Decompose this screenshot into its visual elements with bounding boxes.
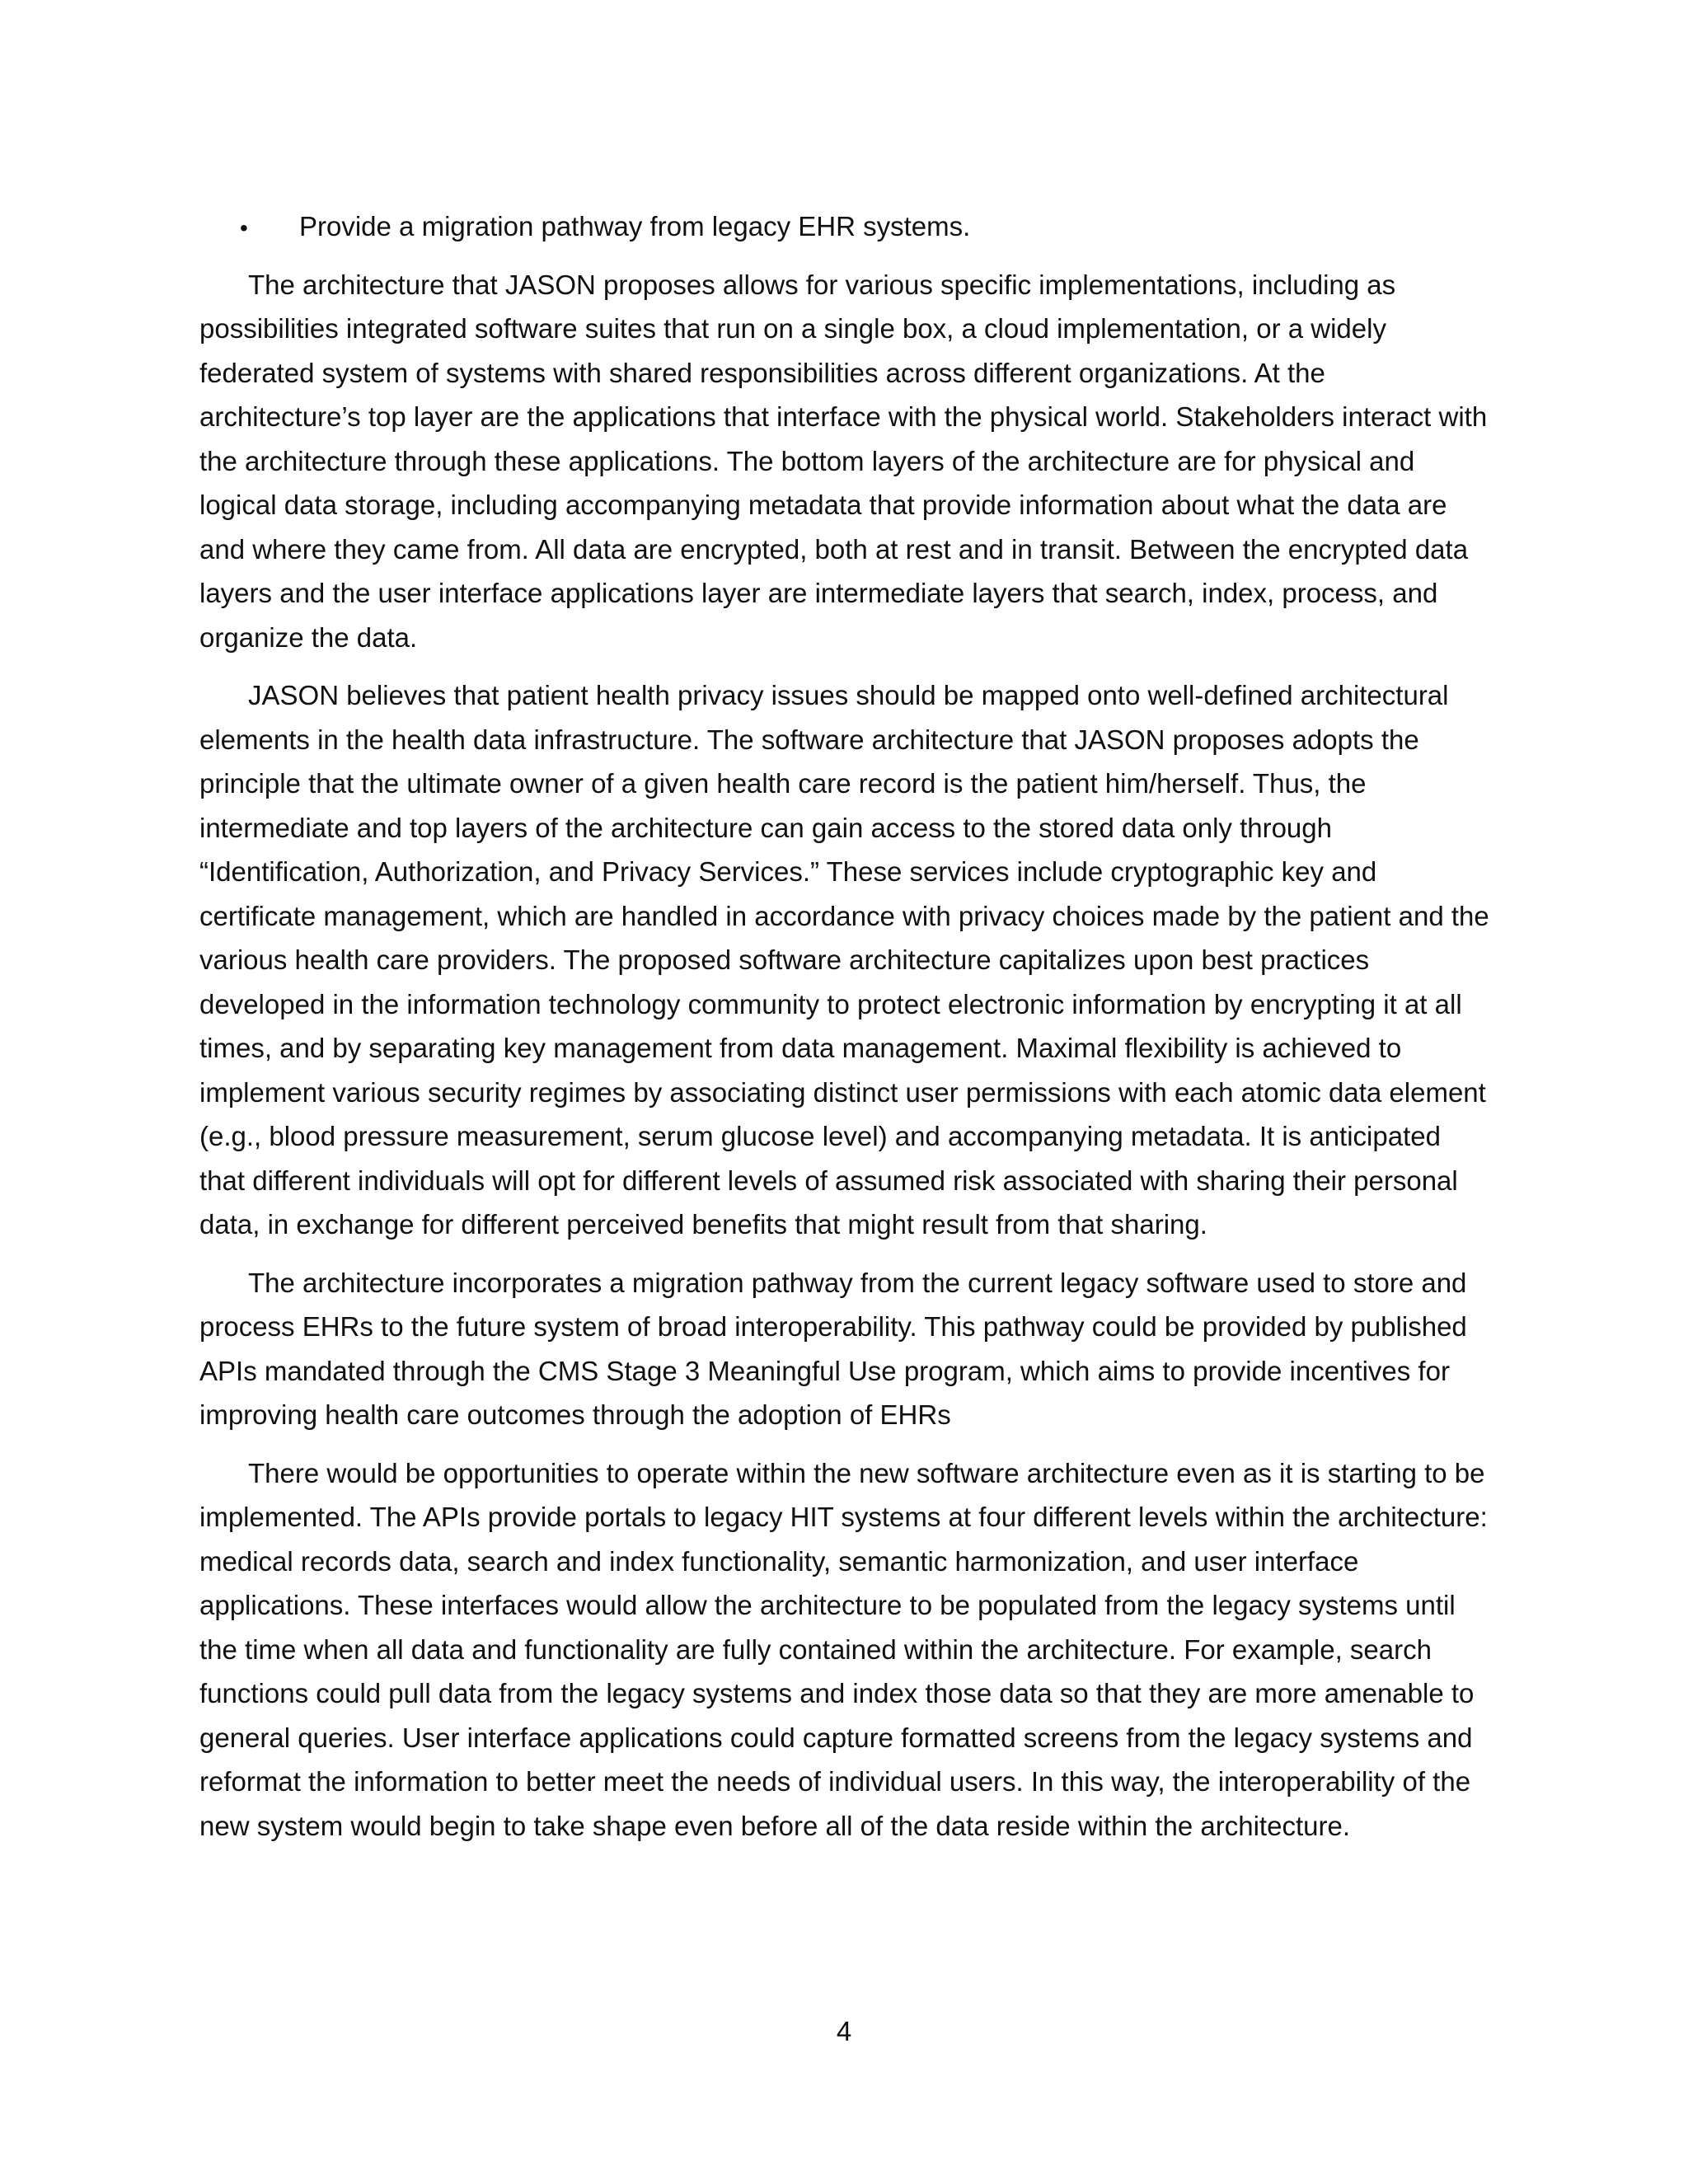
- page-number: 4: [836, 2016, 852, 2046]
- bullet-item: [199, 204, 1490, 251]
- paragraph-legacy-portals: There would be opportunities to operate within the new software architecture even as it is starting to be implemented. The APIs provide portals to legacy HIT systems at four different levels within the architecture: medical records data, search and index functionality, semantic harmonization, and user interface applications. These interfaces would allow the architecture to be populated from the legacy systems until the time when all data and functionality are fully contained within the architecture. For example, search functions could pull data from the legacy systems and index those data so that they are more amenable to general queries. User interface applications could capture formatted screens from the legacy systems and reformat the information to better meet the needs of individual users. In this way, the interoperability of the new system would begin to take shape even before all of the data reside within the architecture.: [199, 1457, 1488, 1841]
- paragraph-migration-pathway: The architecture incorporates a migration pathway from the current legacy software used to store and process EHRs to the future system of broad interoperability. This pathway could be provided by published APIs mandated through the CMS Stage 3 Meaningful Use program, which aims to provide incentives for improving health care outcomes through the adoption of EHRs: [199, 1267, 1467, 1430]
- paragraph-privacy: JASON believes that patient health privacy issues should be mapped onto well-defined architectural elements in the health data infrastructure. The software architecture that JASON proposes adopts the principle that the ultimate owner of a given health care record is the patient him/herself. Thus, the intermediate and top layers of the architecture can gain access to the stored data only through “Identification, Authorization, and Privacy Services.” These services include cryptographic key and certificate management, which are handled in accordance with privacy choices made by the patient and the various health care providers. The proposed software architecture capitalizes upon best practices developed in the information technology community to protect electronic information by encrypting it at all times, and by separating key management from data management. Maximal flexibility is achieved to implement various security regimes by associating distinct user permissions with each atomic data element (e.g., blood pressure measurement, serum glucose level) and accompanying metadata. It is anticipated that different individuals will opt for different levels of assumed risk associated with sharing their personal data, in exchange for different perceived benefits that might result from that sharing.: [199, 680, 1489, 1240]
- paragraph-architecture-overview: The architecture that JASON proposes allows for various specific implementations, including as possibilities integrated software suites that run on a single box, a cloud implementation, or a widely federated system of systems with shared responsibilities across different organizations. At the architecture’s top layer are the applications that interface with the physical world. Stakeholders interact with the architecture through these applications. The bottom layers of the architecture are for physical and logical data storage, including accompanying metadata that provide information about what the data are and where they came from. All data are encrypted, both at rest and in transit. Between the encrypted data layers and the user interface applications layer are intermediate layers that search, index, process, and organize the data.: [199, 269, 1488, 653]
- bullet-text: Provide a migration pathway from legacy EHR systems.: [299, 211, 971, 241]
- bullet-icon: •: [240, 215, 248, 241]
- page-body: [199, 204, 1490, 1862]
